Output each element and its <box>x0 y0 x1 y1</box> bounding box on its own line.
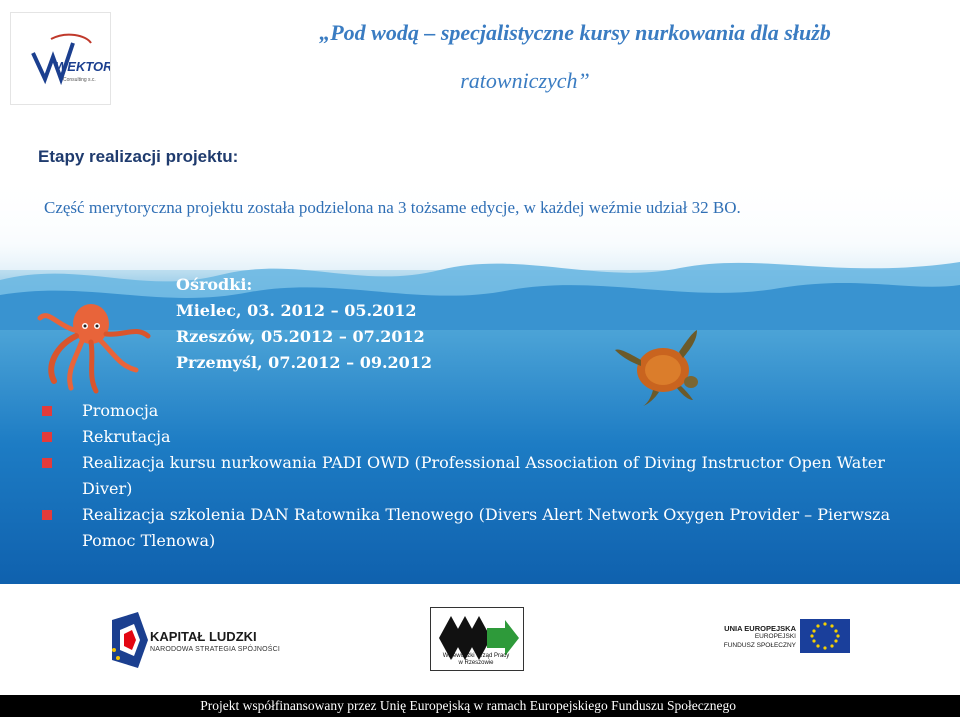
list-item <box>42 502 922 554</box>
eu-label-line1: UNIA EUROPEJSKA <box>724 624 796 633</box>
list-item <box>42 424 922 450</box>
kapital-ludzki-subtitle: NARODOWA STRATEGIA SPÓJNOŚCI <box>150 646 281 653</box>
list-item <box>42 398 922 424</box>
kapital-ludzki-title: KAPITAŁ LUDZKI <box>150 629 257 644</box>
eu-label-line3: FUNDUSZ SPOŁECZNY <box>723 642 796 649</box>
project-stages-list <box>42 398 922 554</box>
list-item-text: Realizacja szkolenia DAN Ratownika Tlenowego (Divers Alert Network Oxygen Provider – Pierwsza Pomoc Tlenowa) <box>82 505 891 550</box>
center-item: Rzeszów, 05.2012 – 07.2012 <box>176 327 425 346</box>
training-centers <box>176 272 432 376</box>
list-item <box>42 450 922 502</box>
cofinancing-footer: Projekt współfinansowany przez Unię Europejską w ramach Europejskiego Funduszu Społecznego <box>0 695 960 717</box>
bullet-icon <box>42 510 52 520</box>
turtle-illustration <box>613 326 713 406</box>
bullet-icon <box>42 432 52 442</box>
wup-caption <box>430 653 522 667</box>
bullet-icon <box>42 406 52 416</box>
list-item-text: Promocja <box>82 401 159 420</box>
center-item: Mielec, 03. 2012 – 05.2012 <box>176 301 417 320</box>
stage-heading: Etapy realizacji projektu: <box>38 147 239 166</box>
page-title-line1: „Pod wodą – specjalistyczne kursy nurkowania dla służb <box>319 20 831 45</box>
wup-caption-line1: Wojewódzki Urząd Pracy <box>442 653 510 659</box>
wektor-logo-text: WEKTOR <box>55 59 110 74</box>
intro-text: Część merytoryczna projektu została podzielona na 3 tożsame edycje, w każdej weźmie udział 32 BO. <box>44 198 741 217</box>
wup-caption-line2: w Rzeszowie <box>458 660 494 666</box>
wektor-logo-subtext: Consulting s.c. <box>63 77 96 83</box>
eu-label-line2: EUROPEJSKI <box>754 633 796 640</box>
bullet-icon <box>42 458 52 468</box>
center-item: Przemyśl, 07.2012 – 09.2012 <box>176 353 433 372</box>
octopus-illustration <box>36 296 156 396</box>
wektor-logo <box>10 12 111 105</box>
list-item-text: Rekrutacja <box>82 427 171 446</box>
page-title-line2: ratowniczych” <box>460 68 590 93</box>
centers-heading: Ośrodki: <box>176 275 253 294</box>
list-item-text: Realizacja kursu nurkowania PADI OWD (Professional Association of Diving Instructor Open Water Diver) <box>82 453 885 498</box>
